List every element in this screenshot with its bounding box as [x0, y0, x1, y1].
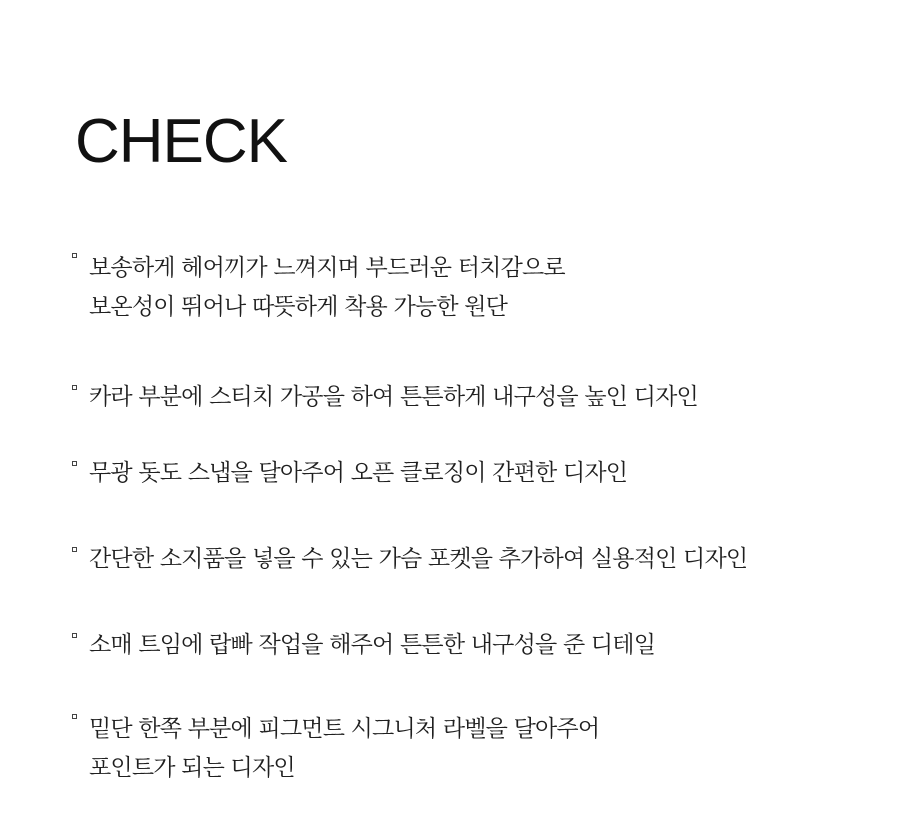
check-item-text: 카라 부분에 스티치 가공을 하여 튼튼하게 내구성을 높인 디자인 — [89, 384, 698, 410]
check-item-text: 밑단 한쪽 부분에 피그먼트 시그니처 라벨을 달아주어 — [89, 716, 600, 742]
check-item-text: 소매 트임에 랍빠 작업을 해주어 튼튼한 내구성을 준 디테일 — [89, 632, 656, 658]
check-item-snap — [72, 449, 872, 497]
square-bullet-icon — [72, 461, 77, 466]
check-item-text: 포인트가 되는 디자인 — [89, 755, 295, 781]
page-title: CHECK — [75, 107, 288, 176]
check-item-text: 보송하게 헤어끼가 느껴지며 부드러운 터치감으로 — [89, 255, 565, 281]
square-bullet-icon — [72, 714, 77, 719]
square-bullet-icon — [72, 547, 77, 552]
square-bullet-icon — [72, 253, 77, 258]
check-item-text: 무광 돗도 스냅을 달아주어 오픈 클로징이 간편한 디자인 — [89, 460, 628, 486]
check-item-label — [72, 702, 872, 792]
square-bullet-icon — [72, 385, 77, 390]
check-item-text: 보온성이 뛰어나 따뜻하게 착용 가능한 원단 — [89, 294, 508, 320]
check-item-collar — [72, 373, 872, 421]
check-item-text: 간단한 소지품을 넣을 수 있는 가슴 포켓을 추가하여 실용적인 디자인 — [89, 546, 748, 572]
square-bullet-icon — [72, 633, 77, 638]
check-item-fabric — [72, 241, 872, 331]
check-item-sleeve — [72, 621, 872, 669]
check-item-pocket — [72, 535, 872, 583]
